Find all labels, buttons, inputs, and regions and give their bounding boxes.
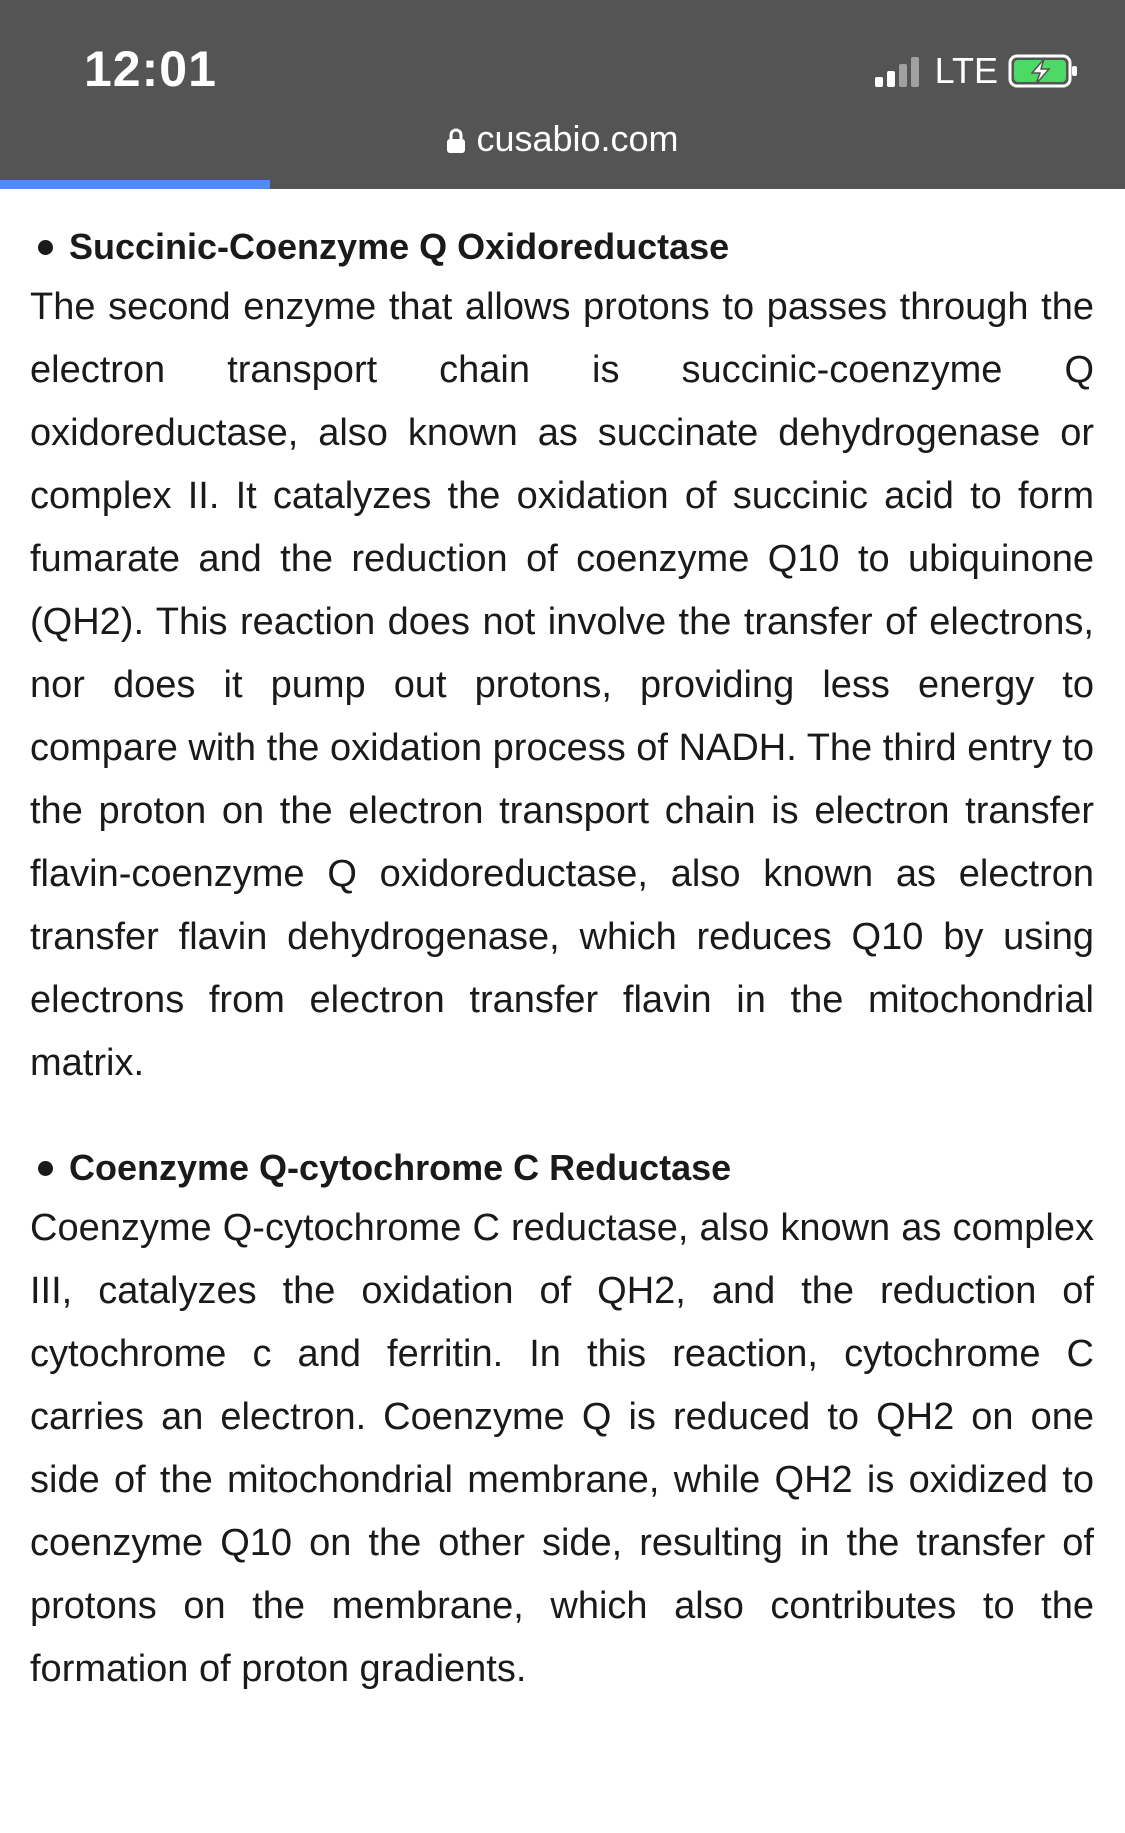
article-section xyxy=(30,1139,1094,1701)
address-bar[interactable] xyxy=(0,118,1125,163)
section-heading-text: Coenzyme Q-cytochrome C Reductase xyxy=(69,1147,732,1188)
bullet-icon xyxy=(38,240,53,255)
url-text: cusabio.com xyxy=(476,118,679,159)
article-content xyxy=(30,218,1094,1745)
section-heading xyxy=(30,218,1094,276)
status-time: 12:01 xyxy=(84,41,217,97)
bullet-icon xyxy=(38,1161,53,1176)
battery-charging-icon xyxy=(1008,54,1080,88)
browser-header xyxy=(0,0,1125,189)
lock-icon xyxy=(446,121,466,163)
page-load-progress-fill xyxy=(0,180,270,189)
page-load-progress xyxy=(0,180,1125,189)
section-heading xyxy=(30,1139,1094,1197)
network-type: LTE xyxy=(934,50,998,91)
status-indicators xyxy=(875,50,1080,92)
section-heading-text: Succinic-Coenzyme Q Oxidoreductase xyxy=(69,226,730,267)
article-section xyxy=(30,218,1094,1095)
section-paragraph: The second enzyme that allows protons to passes through the electron transport chain is succinic-coenzyme Q oxidoreductase, also known as succinate dehydrogenase or complex II. It catalyzes the oxidation of succinic acid to form fumarate and the reduction of coenzyme Q10 to ubiquinone (QH2). This reaction does not involve the transfer of electrons, nor does it pump out protons, providing less energy to compare with the oxidation process of NADH. The third entry to the proton on the electron transport chain is electron transfer flavin-coenzyme Q oxidoreductase, also known as electron transfer flavin dehydrogenase, which reduces Q10 by using electrons from electron transfer flavin in the mitochondrial matrix. xyxy=(30,286,1094,1084)
signal-strength-icon xyxy=(875,55,919,87)
section-paragraph: Coenzyme Q-cytochrome C reductase, also known as complex III, catalyzes the oxidation of QH2, and the reduction of cytochrome c and ferritin. In this reaction, cytochrome C carries an electron. Coenzyme Q is reduced to QH2 on one side of the mitochondrial membrane, while QH2 is oxidized to coenzyme Q10 on the other side, resulting in the transfer of protons on the membrane, which also contributes to the formation of proton gradients. xyxy=(30,1207,1094,1690)
